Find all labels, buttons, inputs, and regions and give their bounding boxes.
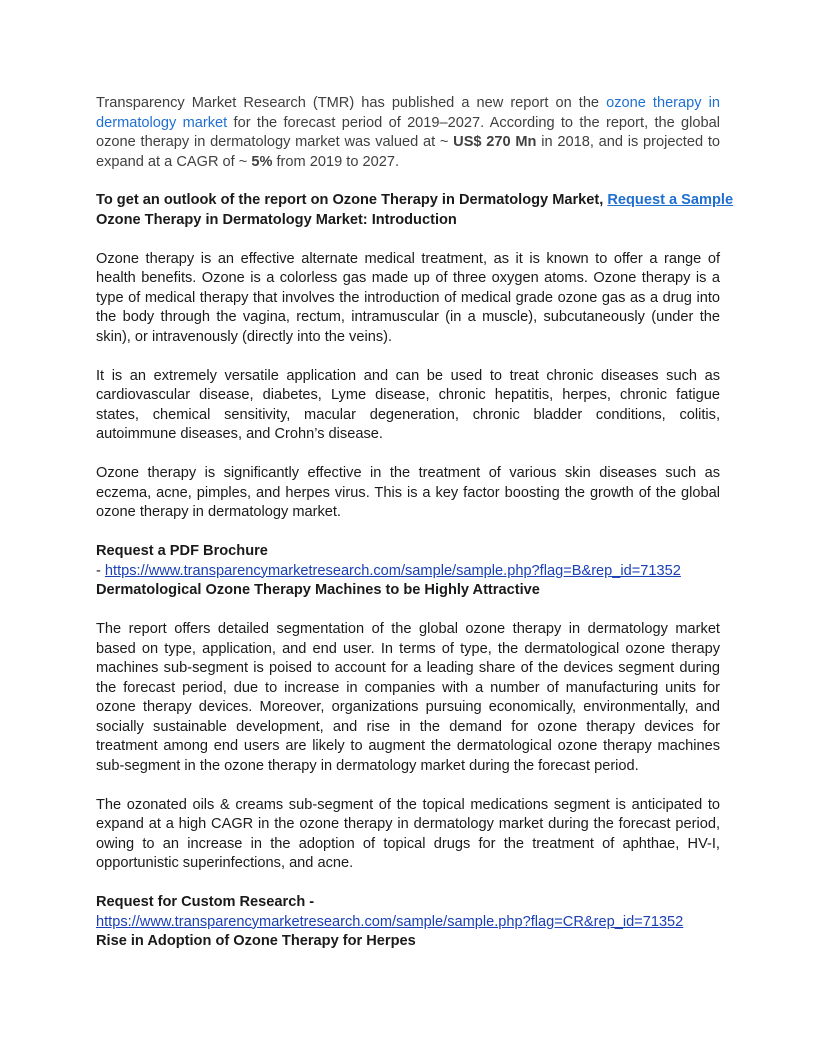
brochure-prefix: - <box>96 562 105 579</box>
custom-research-link-line <box>96 913 720 933</box>
custom-research-link[interactable]: https://www.transparencymarketresearch.com/sample/sample.php?flag=CR&rep_id=71352 <box>96 913 684 930</box>
machines-paragraph-2: The ozonated oils & creams sub-segment of the topical medications segment is anticipated to expand at a high CAGR in the ozone therapy in dermatology market during the forecast period, owing to an increase in the adoption of topical drugs for the treatment of aphthae, HV-I, opportunistic superinfections, and acne. <box>96 796 720 871</box>
machines-paragraph-1: The report offers detailed segmentation of the global ozone therapy in dermatology market based on type, application, and end user. In terms of type, the dermatological ozone therapy machines sub-segment is poised to account for a leading share of the devices segment during the forecast period, due to increase in companies with a number of manufacturing units for ozone therapy devices. Moreover, organizations pursuing economically, environmentally, and socially sustainable development, and rise in the demand for ozone therapy devices for treatment among end users are likely to augment the dermatological ozone therapy machines sub-segment in the ozone therapy in dermatology market during the forecast period. <box>96 621 720 774</box>
cagr-value: 5% <box>251 153 273 170</box>
intro-body-paragraph-1: Ozone therapy is an effective alternate medical treatment, as it is known to offer a range of health benefits. Ozone is a colorless gas made up of three oxygen atoms. Ozone therapy is a type of medical therapy that involves the introduction of medical grade ozone gas as a drug into the body through the vagina, rectum, intramuscular (in a muscle), subcutaneously (under the skin), or intravenously (directly into the veins). <box>96 250 720 345</box>
brochure-link-line <box>96 562 720 582</box>
section-heading-introduction: Ozone Therapy in Dermatology Market: Introduction <box>96 211 457 228</box>
intro-body-paragraph-2: It is an extremely versatile application and can be used to treat chronic diseases such as cardiovascular disease, diabetes, Lyme disease, chronic hepatitis, herpes, chronic fatigue states, chemical sensitivity, macular degeneration, chronic bladder conditions, colitis, autoimmune diseases, and Crohn’s disease. <box>96 367 720 442</box>
outlook-text: To get an outlook of the report on Ozone Therapy in Dermatology Market, <box>96 192 608 208</box>
intro-body-paragraph-3: Ozone therapy is significantly effective in the treatment of various skin diseases such as eczema, acne, pimples, and herpes virus. This is a key factor boosting the growth of the global ozone therapy in dermatology market. <box>96 465 720 520</box>
intro-text-1: Transparency Market Research (TMR) has published a new report on the <box>96 95 607 111</box>
brochure-link[interactable]: https://www.transparencymarketresearch.com/sample/sample.php?flag=B&rep_id=71352 <box>104 562 681 579</box>
intro-text-3: in 2018, and is projected to expand at a CAGR of ~ <box>96 134 720 170</box>
outlook-line <box>96 191 734 211</box>
section-heading-machines: Dermatological Ozone Therapy Machines to be Highly Attractive <box>96 582 540 598</box>
request-sample-link[interactable]: Request a Sample <box>607 192 734 208</box>
intro-text-4: from 2019 to 2027. <box>272 153 400 170</box>
document-page <box>96 94 734 952</box>
market-value: US$ 270 Mn <box>453 134 537 150</box>
market-report-link[interactable]: ozone therapy in dermatology market <box>96 95 720 131</box>
brochure-label: Request a PDF Brochure <box>96 543 268 559</box>
intro-paragraph <box>96 94 720 172</box>
section-heading-herpes: Rise in Adoption of Ozone Therapy for Herpes <box>96 933 416 949</box>
custom-research-label: Request for Custom Research - <box>96 894 315 910</box>
intro-text-2: for the forecast period of 2019–2027. According to the report, the global ozone therapy in dermatology market was valued at ~ <box>96 114 720 150</box>
